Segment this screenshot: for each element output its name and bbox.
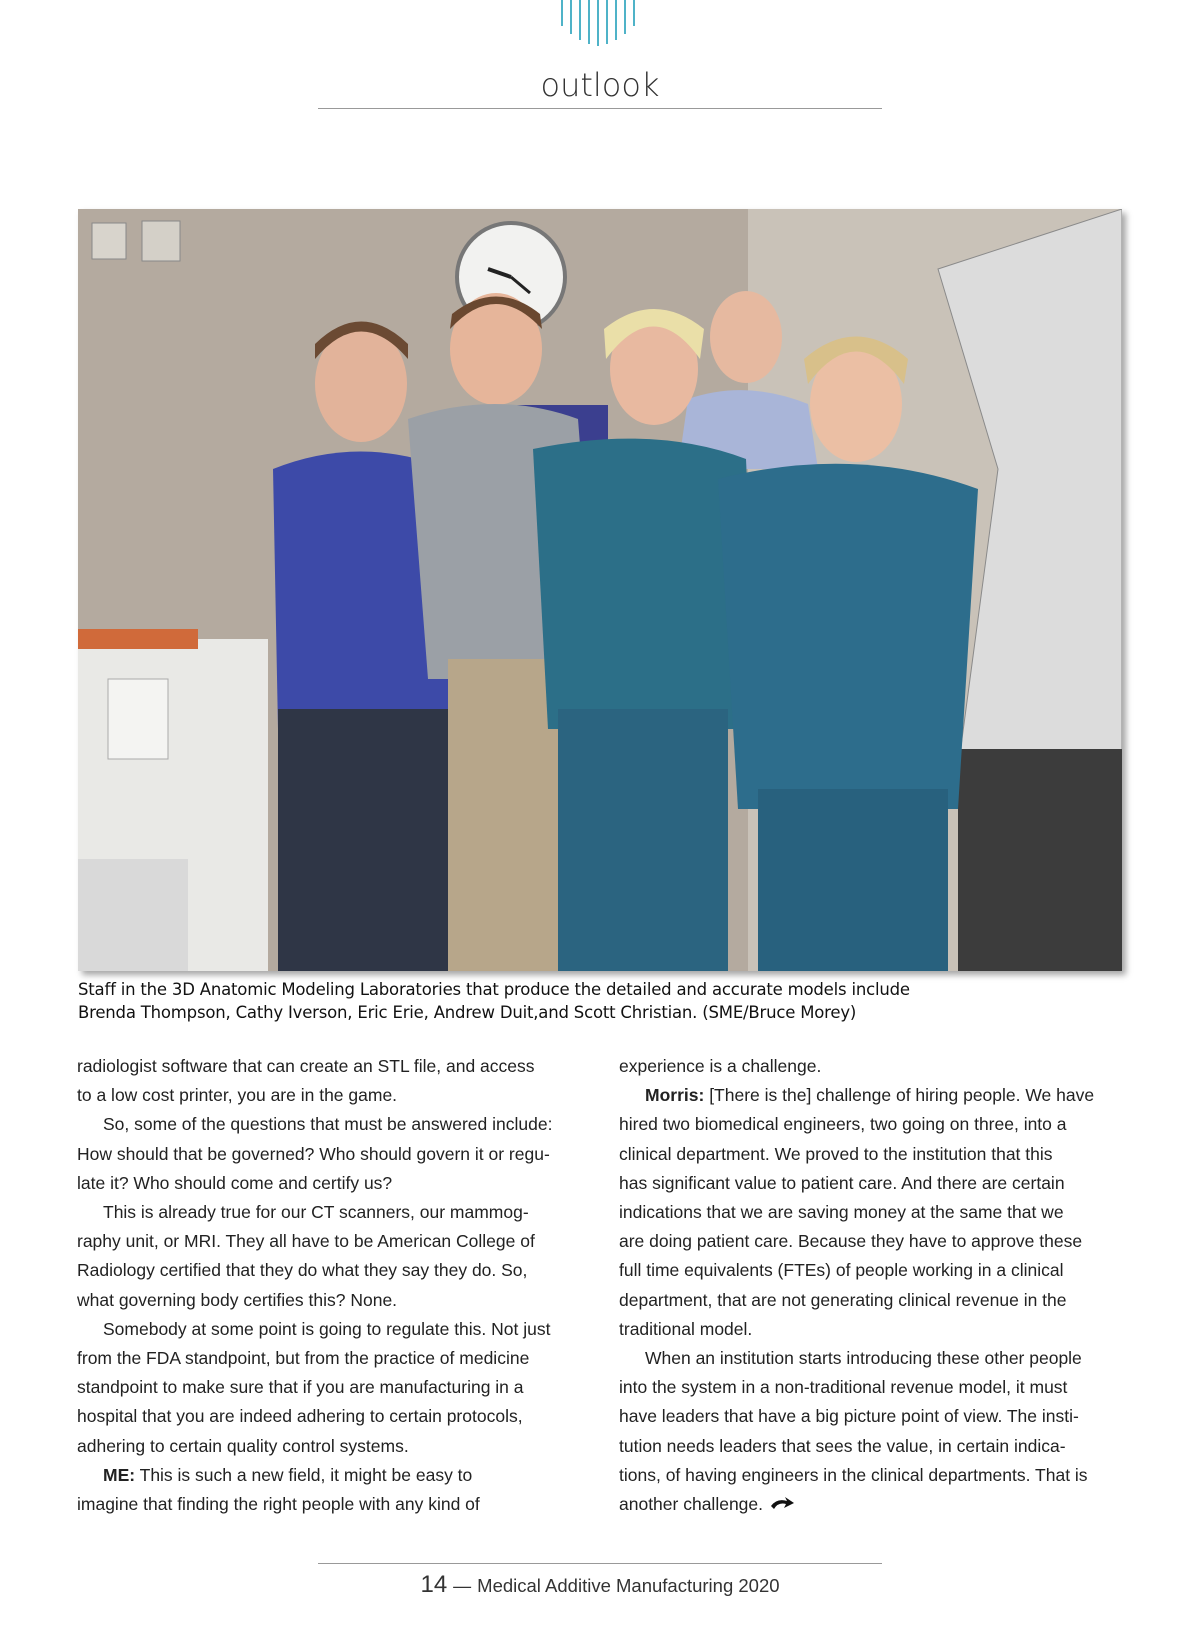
- section-title: outlook: [540, 66, 660, 104]
- text-line: How should that be governed? Who should govern it or regu-: [77, 1143, 550, 1164]
- text-line: Somebody at some point is going to regulate this. Not just: [103, 1318, 551, 1339]
- text-line: clinical department. We proved to the institution that this: [619, 1143, 1053, 1164]
- text-line: [619, 1490, 1139, 1519]
- footer-dash: —: [453, 1576, 472, 1596]
- text-line: [619, 1081, 1139, 1110]
- text-line: full time equivalents (FTEs) of people working in a clinical: [619, 1260, 1064, 1281]
- page-number: 14: [420, 1571, 448, 1598]
- page-footer: [0, 1571, 1200, 1599]
- text-fragment: This is such a new field, it might be easy to: [139, 1464, 473, 1485]
- text-line: So, some of the questions that must be answered include:: [103, 1114, 553, 1135]
- text-line: adhering to certain quality control systems.: [77, 1435, 409, 1456]
- text-line: indications that we are saving money at the same that we: [619, 1202, 1064, 1223]
- article-column-right: [619, 1052, 1139, 1519]
- text-line: hired two biomedical engineers, two going on three, into a: [619, 1114, 1067, 1135]
- text-line: are doing patient care. Because they have to approve these: [619, 1231, 1083, 1252]
- text-line: to a low cost printer, you are in the game.: [77, 1085, 398, 1106]
- photo-caption: [78, 978, 1138, 1024]
- speaker-label-morris: Morris:: [645, 1085, 705, 1106]
- text-line: This is already true for our CT scanners, our mammog-: [103, 1202, 529, 1223]
- text-line: standpoint to make sure that if you are manufacturing in a: [77, 1377, 524, 1398]
- text-line: have leaders that have a big picture point of view. The insti-: [619, 1406, 1079, 1427]
- caption-line: Brenda Thompson, Cathy Iverson, Eric Erie, Andrew Duit,and Scott Christian. (SME/Bruce Morey): [78, 1003, 857, 1022]
- text-fragment: [There is the] challenge of hiring people. We have: [709, 1085, 1095, 1106]
- text-line: Radiology certified that they do what they say they do. So,: [77, 1260, 528, 1281]
- text-line: has significant value to patient care. And there are certain: [619, 1172, 1065, 1193]
- caption-line: Staff in the 3D Anatomic Modeling Laboratories that produce the detailed and accurate models include: [78, 980, 910, 999]
- text-line: radiologist software that can create an STL file, and access: [77, 1056, 535, 1076]
- text-line: from the FDA standpoint, but from the practice of medicine: [77, 1348, 530, 1369]
- end-mark-icon: [769, 1497, 795, 1513]
- text-fragment: another challenge.: [619, 1494, 763, 1515]
- text-line: late it? Who should come and certify us?: [77, 1172, 393, 1193]
- staff-photo: [78, 209, 1122, 971]
- title-divider: [318, 108, 882, 109]
- footer-divider: [318, 1563, 882, 1564]
- text-line: into the system in a non-traditional revenue model, it must: [619, 1377, 1068, 1398]
- text-line: hospital that you are indeed adhering to certain protocols,: [77, 1406, 523, 1427]
- text-line: tions, of having engineers in the clinical departments. That is: [619, 1464, 1088, 1485]
- text-line: When an institution starts introducing these other people: [645, 1348, 1082, 1369]
- text-line: department, that are not generating clinical revenue in the: [619, 1289, 1067, 1310]
- text-line: imagine that finding the right people with any kind of: [77, 1494, 480, 1515]
- publication-name: Medical Additive Manufacturing 2020: [477, 1575, 780, 1596]
- text-line: [77, 1461, 587, 1490]
- text-line: experience is a challenge.: [619, 1056, 822, 1076]
- article-column-left: [77, 1052, 587, 1519]
- text-line: raphy unit, or MRI. They all have to be American College of: [77, 1231, 535, 1252]
- text-line: what governing body certifies this? None.: [77, 1289, 398, 1310]
- text-line: traditional model.: [619, 1318, 753, 1339]
- text-line: tution needs leaders that sees the value, in certain indica-: [619, 1435, 1066, 1456]
- speaker-label-me: ME:: [103, 1464, 136, 1485]
- header-decoration-lines: [560, 0, 640, 46]
